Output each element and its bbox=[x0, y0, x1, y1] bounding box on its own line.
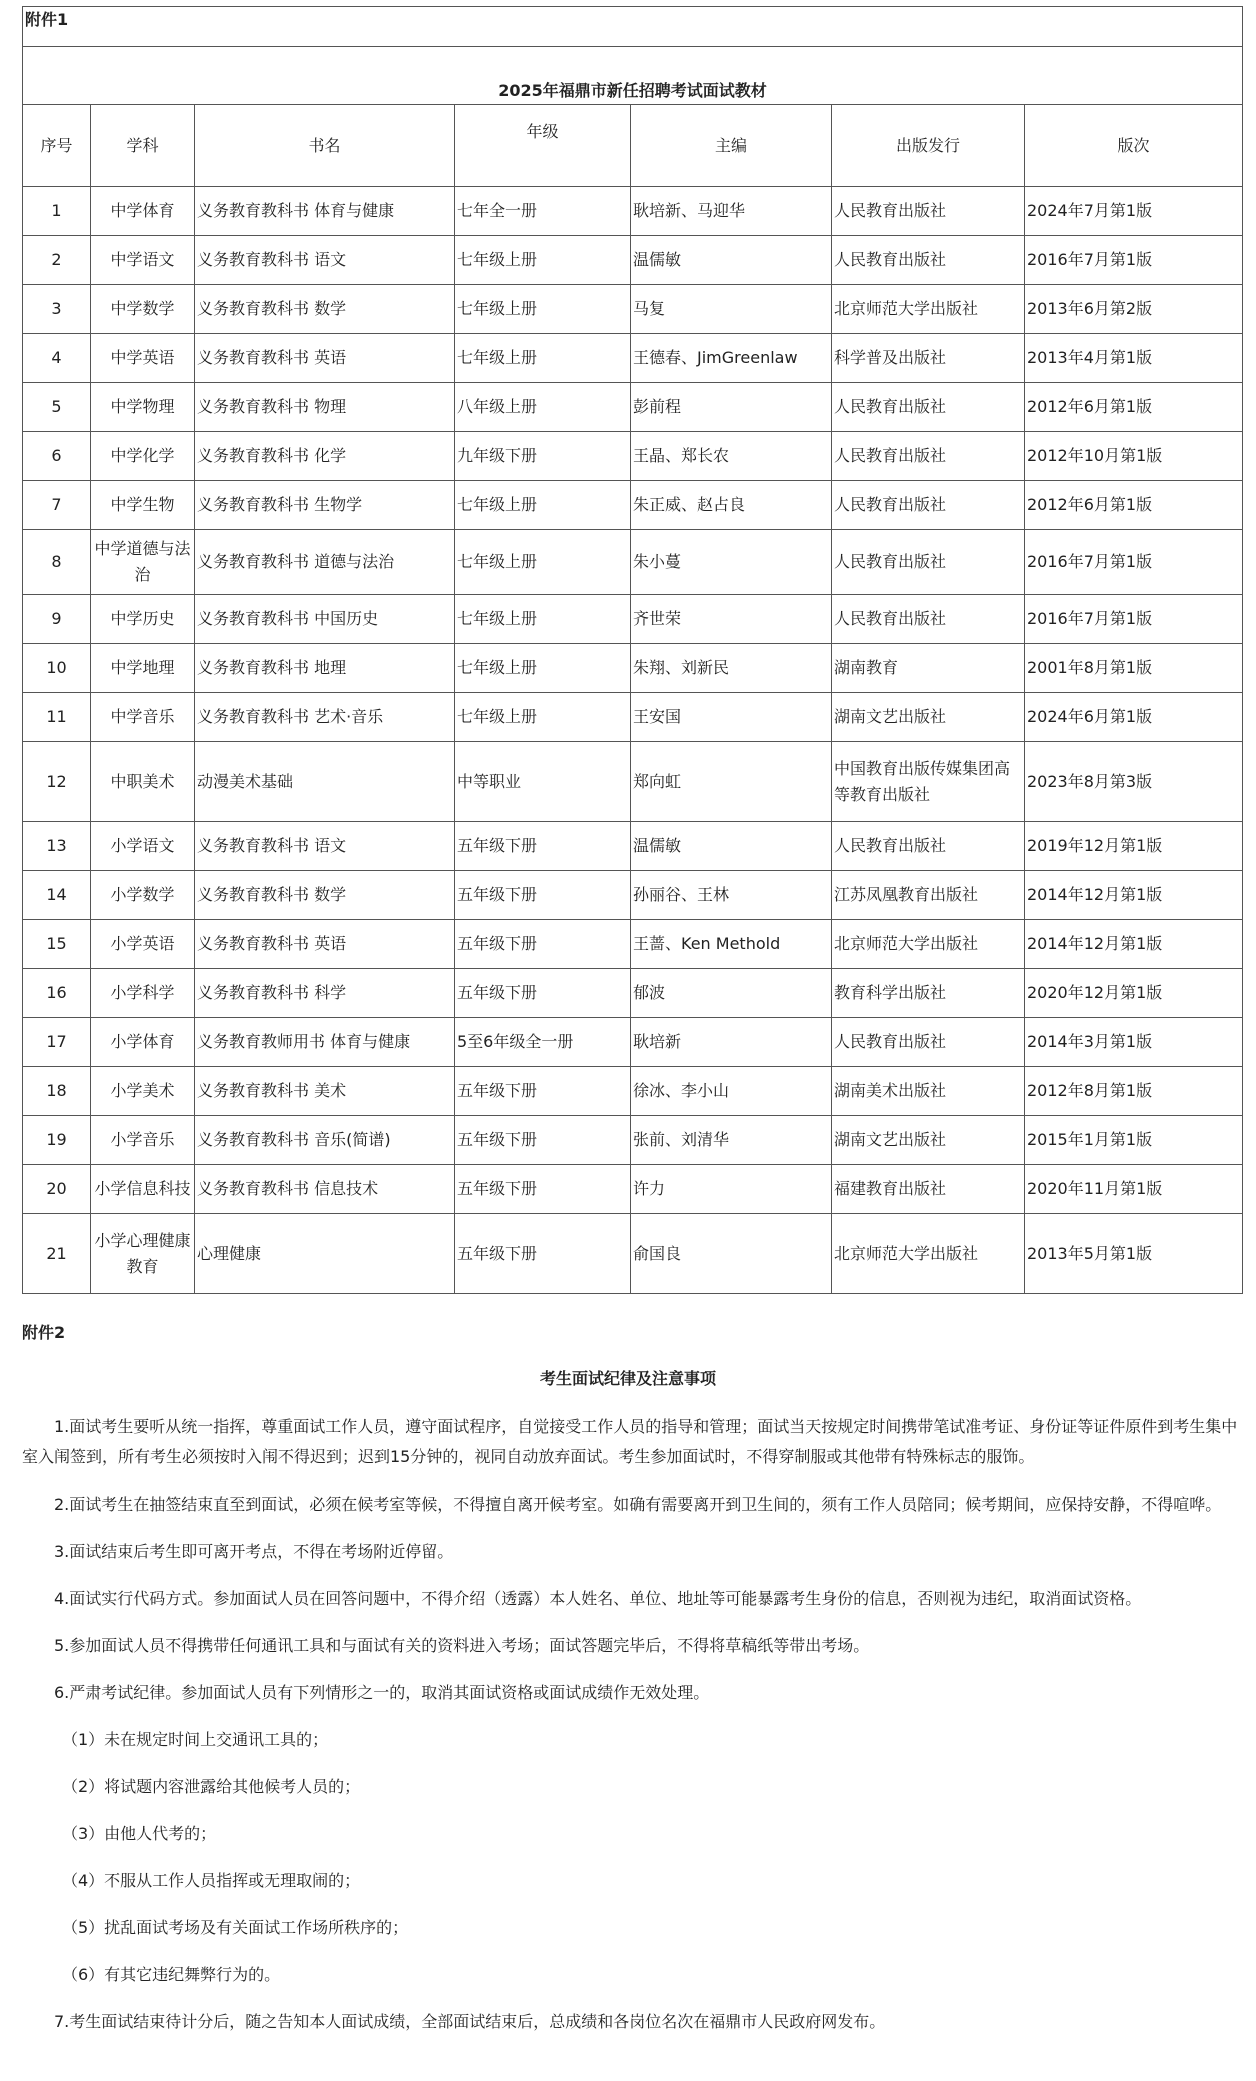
header-cell: 年级 bbox=[455, 105, 631, 187]
editor-cell: 郑向虹 bbox=[631, 742, 832, 822]
editor-cell: 孙丽谷、王林 bbox=[631, 871, 832, 920]
editor-cell: 王德春、JimGreenlaw bbox=[631, 334, 832, 383]
editor-cell: 许力 bbox=[631, 1165, 832, 1214]
edition-cell: 2012年6月第1版 bbox=[1025, 481, 1243, 530]
header-cell: 书名 bbox=[195, 105, 455, 187]
editor-cell: 朱翔、刘新民 bbox=[631, 644, 832, 693]
grade-cell: 七年级上册 bbox=[455, 693, 631, 742]
edition-cell: 2013年6月第2版 bbox=[1025, 285, 1243, 334]
editor-cell: 郁波 bbox=[631, 969, 832, 1018]
edition-cell: 2016年7月第1版 bbox=[1025, 595, 1243, 644]
edition-cell: 2013年5月第1版 bbox=[1025, 1214, 1243, 1294]
edition-cell: 2001年8月第1版 bbox=[1025, 644, 1243, 693]
seq-cell: 5 bbox=[23, 383, 91, 432]
seq-cell: 8 bbox=[23, 530, 91, 595]
edition-cell: 2012年10月第1版 bbox=[1025, 432, 1243, 481]
publisher-cell: 人民教育出版社 bbox=[832, 481, 1025, 530]
notice-sub-item: （4）不服从工作人员指挥或无理取闹的； bbox=[62, 1871, 361, 1890]
subject-cell: 小学心理健康教育 bbox=[91, 1214, 195, 1294]
publisher-cell: 北京师范大学出版社 bbox=[832, 1214, 1025, 1294]
edition-cell: 2020年11月第1版 bbox=[1025, 1165, 1243, 1214]
seq-cell: 11 bbox=[23, 693, 91, 742]
subject-cell: 小学英语 bbox=[91, 920, 195, 969]
subject-cell: 小学美术 bbox=[91, 1067, 195, 1116]
publisher-cell: 湖南美术出版社 bbox=[832, 1067, 1025, 1116]
subject-cell: 中学道德与法治 bbox=[91, 530, 195, 595]
seq-cell: 3 bbox=[23, 285, 91, 334]
textbook-table bbox=[22, 6, 1243, 1294]
book-cell: 义务教育教科书 语文 bbox=[195, 236, 455, 285]
grade-cell: 七年级上册 bbox=[455, 285, 631, 334]
notice-item: 2.面试考生在抽签结束直至到面试，必须在候考室等候，不得擅自离开候考室。如确有需要离开到卫生间的，须有工作人员陪同；候考期间，应保持安静，不得喧哗。 bbox=[54, 1495, 1222, 1514]
seq-cell: 6 bbox=[23, 432, 91, 481]
seq-cell: 10 bbox=[23, 644, 91, 693]
notice-item: 7.考生面试结束待计分后，随之告知本人面试成绩，全部面试结束后，总成绩和各岗位名次在福鼎市人民政府网发布。 bbox=[54, 2012, 886, 2031]
edition-cell: 2024年6月第1版 bbox=[1025, 693, 1243, 742]
publisher-cell: 人民教育出版社 bbox=[832, 187, 1025, 236]
header-cell: 主编 bbox=[631, 105, 832, 187]
notice-item: 3.面试结束后考生即可离开考点，不得在考场附近停留。 bbox=[54, 1542, 454, 1561]
book-cell: 义务教育教科书 化学 bbox=[195, 432, 455, 481]
publisher-cell: 湖南文艺出版社 bbox=[832, 1116, 1025, 1165]
notice-sub-item: （1）未在规定时间上交通讯工具的； bbox=[62, 1730, 329, 1749]
table-row bbox=[23, 383, 1243, 432]
grade-cell: 七年级上册 bbox=[455, 334, 631, 383]
grade-cell: 五年级下册 bbox=[455, 920, 631, 969]
table-row bbox=[23, 1116, 1243, 1165]
book-cell: 义务教育教科书 中国历史 bbox=[195, 595, 455, 644]
subject-cell: 小学体育 bbox=[91, 1018, 195, 1067]
publisher-cell: 科学普及出版社 bbox=[832, 334, 1025, 383]
grade-cell: 七年级上册 bbox=[455, 530, 631, 595]
book-cell: 义务教育教科书 英语 bbox=[195, 920, 455, 969]
seq-cell: 7 bbox=[23, 481, 91, 530]
publisher-cell: 北京师范大学出版社 bbox=[832, 285, 1025, 334]
book-cell: 心理健康 bbox=[195, 1214, 455, 1294]
notice-item: 4.面试实行代码方式。参加面试人员在回答问题中，不得介绍（透露）本人姓名、单位、地址等可能暴露考生身份的信息，否则视为违纪，取消面试资格。 bbox=[54, 1589, 1142, 1608]
seq-cell: 16 bbox=[23, 969, 91, 1018]
subject-cell: 中学音乐 bbox=[91, 693, 195, 742]
editor-cell: 张前、刘清华 bbox=[631, 1116, 832, 1165]
book-cell: 义务教育教科书 语文 bbox=[195, 822, 455, 871]
notice-item: 1.面试考生要听从统一指挥，尊重面试工作人员，遵守面试程序，自觉接受工作人员的指导和管理；面试当天按规定时间携带笔试准考证、身份证等证件原件到考生集中室入闱签到，所有考生必须按时入闱不得迟到；迟到15分钟的，视同自动放弃面试。考生参加面试时，不得穿制服或其他带有特殊标志的服饰。 bbox=[22, 1417, 1238, 1466]
seq-cell: 2 bbox=[23, 236, 91, 285]
grade-cell: 五年级下册 bbox=[455, 1165, 631, 1214]
publisher-cell: 教育科学出版社 bbox=[832, 969, 1025, 1018]
editor-cell: 温儒敏 bbox=[631, 822, 832, 871]
grade-cell: 七年级上册 bbox=[455, 644, 631, 693]
grade-cell: 五年级下册 bbox=[455, 1214, 631, 1294]
edition-cell: 2012年6月第1版 bbox=[1025, 383, 1243, 432]
subject-cell: 小学语文 bbox=[91, 822, 195, 871]
subject-cell: 小学科学 bbox=[91, 969, 195, 1018]
book-cell: 义务教育教科书 艺术·音乐 bbox=[195, 693, 455, 742]
header-cell: 学科 bbox=[91, 105, 195, 187]
editor-cell: 马复 bbox=[631, 285, 832, 334]
subject-cell: 中学历史 bbox=[91, 595, 195, 644]
editor-cell: 王晶、郑长农 bbox=[631, 432, 832, 481]
edition-cell: 2012年8月第1版 bbox=[1025, 1067, 1243, 1116]
table-row bbox=[23, 1165, 1243, 1214]
subject-cell: 中学体育 bbox=[91, 187, 195, 236]
seq-cell: 1 bbox=[23, 187, 91, 236]
book-cell: 义务教育教科书 信息技术 bbox=[195, 1165, 455, 1214]
subject-cell: 中学数学 bbox=[91, 285, 195, 334]
seq-cell: 21 bbox=[23, 1214, 91, 1294]
table-row bbox=[23, 236, 1243, 285]
seq-cell: 9 bbox=[23, 595, 91, 644]
seq-cell: 13 bbox=[23, 822, 91, 871]
table-row bbox=[23, 693, 1243, 742]
book-cell: 义务教育教科书 道德与法治 bbox=[195, 530, 455, 595]
table-row bbox=[23, 1067, 1243, 1116]
book-cell: 义务教育教科书 数学 bbox=[195, 871, 455, 920]
grade-cell: 五年级下册 bbox=[455, 969, 631, 1018]
edition-cell: 2016年7月第1版 bbox=[1025, 236, 1243, 285]
table-row bbox=[23, 742, 1243, 822]
editor-cell: 朱小蔓 bbox=[631, 530, 832, 595]
table-row bbox=[23, 285, 1243, 334]
attachment2-label: 附件2 bbox=[22, 1323, 66, 1342]
subject-cell: 小学信息科技 bbox=[91, 1165, 195, 1214]
subject-cell: 中学物理 bbox=[91, 383, 195, 432]
editor-cell: 朱正威、赵占良 bbox=[631, 481, 832, 530]
editor-cell: 彭前程 bbox=[631, 383, 832, 432]
subject-cell: 中学化学 bbox=[91, 432, 195, 481]
grade-cell: 七年级上册 bbox=[455, 236, 631, 285]
subject-cell: 中学语文 bbox=[91, 236, 195, 285]
subject-cell: 中学英语 bbox=[91, 334, 195, 383]
publisher-cell: 江苏凤凰教育出版社 bbox=[832, 871, 1025, 920]
table-row bbox=[23, 187, 1243, 236]
grade-cell: 七年级上册 bbox=[455, 595, 631, 644]
table-row bbox=[23, 334, 1243, 383]
book-cell: 义务教育教科书 体育与健康 bbox=[195, 187, 455, 236]
editor-cell: 徐冰、李小山 bbox=[631, 1067, 832, 1116]
publisher-cell: 人民教育出版社 bbox=[832, 236, 1025, 285]
seq-cell: 20 bbox=[23, 1165, 91, 1214]
subject-cell: 中职美术 bbox=[91, 742, 195, 822]
publisher-cell: 人民教育出版社 bbox=[832, 595, 1025, 644]
edition-cell: 2019年12月第1版 bbox=[1025, 822, 1243, 871]
editor-cell: 耿培新 bbox=[631, 1018, 832, 1067]
grade-cell: 七年全一册 bbox=[455, 187, 631, 236]
editor-cell: 耿培新、马迎华 bbox=[631, 187, 832, 236]
editor-cell: 齐世荣 bbox=[631, 595, 832, 644]
edition-cell: 2024年7月第1版 bbox=[1025, 187, 1243, 236]
table-row bbox=[23, 969, 1243, 1018]
seq-cell: 4 bbox=[23, 334, 91, 383]
book-cell: 义务教育教科书 英语 bbox=[195, 334, 455, 383]
notice-item: 5.参加面试人员不得携带任何通讯工具和与面试有关的资料进入考场；面试答题完毕后，不得将草稿纸等带出考场。 bbox=[54, 1636, 870, 1655]
book-cell: 义务教育教科书 科学 bbox=[195, 969, 455, 1018]
notice-sub-item: （3）由他人代考的； bbox=[62, 1824, 217, 1843]
table-row bbox=[23, 481, 1243, 530]
publisher-cell: 北京师范大学出版社 bbox=[832, 920, 1025, 969]
grade-cell: 八年级上册 bbox=[455, 383, 631, 432]
edition-cell: 2014年12月第1版 bbox=[1025, 920, 1243, 969]
seq-cell: 19 bbox=[23, 1116, 91, 1165]
grade-cell: 5至6年级全一册 bbox=[455, 1018, 631, 1067]
seq-cell: 12 bbox=[23, 742, 91, 822]
subject-cell: 中学地理 bbox=[91, 644, 195, 693]
notice-sub-item: （5）扰乱面试考场及有关面试工作场所秩序的； bbox=[62, 1918, 409, 1937]
table-row bbox=[23, 871, 1243, 920]
table-row bbox=[23, 920, 1243, 969]
editor-cell: 温儒敏 bbox=[631, 236, 832, 285]
table-row bbox=[23, 530, 1243, 595]
grade-cell: 五年级下册 bbox=[455, 1067, 631, 1116]
notice-sub-item: （6）有其它违纪舞弊行为的。 bbox=[62, 1965, 281, 1984]
table-header-row bbox=[23, 105, 1243, 187]
publisher-cell: 人民教育出版社 bbox=[832, 1018, 1025, 1067]
table-row bbox=[23, 1018, 1243, 1067]
editor-cell: 王蔷、Ken Methold bbox=[631, 920, 832, 969]
edition-cell: 2013年4月第1版 bbox=[1025, 334, 1243, 383]
grade-cell: 五年级下册 bbox=[455, 871, 631, 920]
book-cell: 义务教育教科书 生物学 bbox=[195, 481, 455, 530]
notice-item: 6.严肃考试纪律。参加面试人员有下列情形之一的，取消其面试资格或面试成绩作无效处理。 bbox=[54, 1683, 710, 1702]
publisher-cell: 人民教育出版社 bbox=[832, 432, 1025, 481]
publisher-cell: 人民教育出版社 bbox=[832, 383, 1025, 432]
table-row bbox=[23, 644, 1243, 693]
table-row bbox=[23, 822, 1243, 871]
book-cell: 义务教育教科书 地理 bbox=[195, 644, 455, 693]
edition-cell: 2023年8月第3版 bbox=[1025, 742, 1243, 822]
book-cell: 动漫美术基础 bbox=[195, 742, 455, 822]
publisher-cell: 人民教育出版社 bbox=[832, 530, 1025, 595]
edition-cell: 2015年1月第1版 bbox=[1025, 1116, 1243, 1165]
table-title: 2025年福鼎市新任招聘考试面试教材 bbox=[23, 47, 1243, 105]
book-cell: 义务教育教科书 音乐(简谱) bbox=[195, 1116, 455, 1165]
publisher-cell: 湖南教育 bbox=[832, 644, 1025, 693]
subject-cell: 小学数学 bbox=[91, 871, 195, 920]
book-cell: 义务教育教科书 数学 bbox=[195, 285, 455, 334]
grade-cell: 七年级上册 bbox=[455, 481, 631, 530]
table-row bbox=[23, 595, 1243, 644]
table-body bbox=[23, 187, 1243, 1294]
grade-cell: 五年级下册 bbox=[455, 1116, 631, 1165]
book-cell: 义务教育教科书 物理 bbox=[195, 383, 455, 432]
grade-cell: 五年级下册 bbox=[455, 822, 631, 871]
notice-sub-item: （2）将试题内容泄露给其他候考人员的； bbox=[62, 1777, 361, 1796]
seq-cell: 15 bbox=[23, 920, 91, 969]
grade-cell: 中等职业 bbox=[455, 742, 631, 822]
publisher-cell: 人民教育出版社 bbox=[832, 822, 1025, 871]
grade-cell: 九年级下册 bbox=[455, 432, 631, 481]
edition-cell: 2014年3月第1版 bbox=[1025, 1018, 1243, 1067]
seq-cell: 17 bbox=[23, 1018, 91, 1067]
publisher-cell: 中国教育出版传媒集团高等教育出版社 bbox=[832, 742, 1025, 822]
edition-cell: 2016年7月第1版 bbox=[1025, 530, 1243, 595]
publisher-cell: 福建教育出版社 bbox=[832, 1165, 1025, 1214]
book-cell: 义务教育教科书 美术 bbox=[195, 1067, 455, 1116]
subject-cell: 中学生物 bbox=[91, 481, 195, 530]
table-row bbox=[23, 1214, 1243, 1294]
header-cell: 版次 bbox=[1025, 105, 1243, 187]
attachment1-label: 附件1 bbox=[23, 7, 1243, 47]
header-cell: 序号 bbox=[23, 105, 91, 187]
seq-cell: 18 bbox=[23, 1067, 91, 1116]
editor-cell: 俞国良 bbox=[631, 1214, 832, 1294]
editor-cell: 王安国 bbox=[631, 693, 832, 742]
book-cell: 义务教育教师用书 体育与健康 bbox=[195, 1018, 455, 1067]
edition-cell: 2014年12月第1版 bbox=[1025, 871, 1243, 920]
subject-cell: 小学音乐 bbox=[91, 1116, 195, 1165]
header-cell: 出版发行 bbox=[832, 105, 1025, 187]
table-row bbox=[23, 432, 1243, 481]
edition-cell: 2020年12月第1版 bbox=[1025, 969, 1243, 1018]
notice-title: 考生面试纪律及注意事项 bbox=[539, 1369, 716, 1388]
publisher-cell: 湖南文艺出版社 bbox=[832, 693, 1025, 742]
seq-cell: 14 bbox=[23, 871, 91, 920]
